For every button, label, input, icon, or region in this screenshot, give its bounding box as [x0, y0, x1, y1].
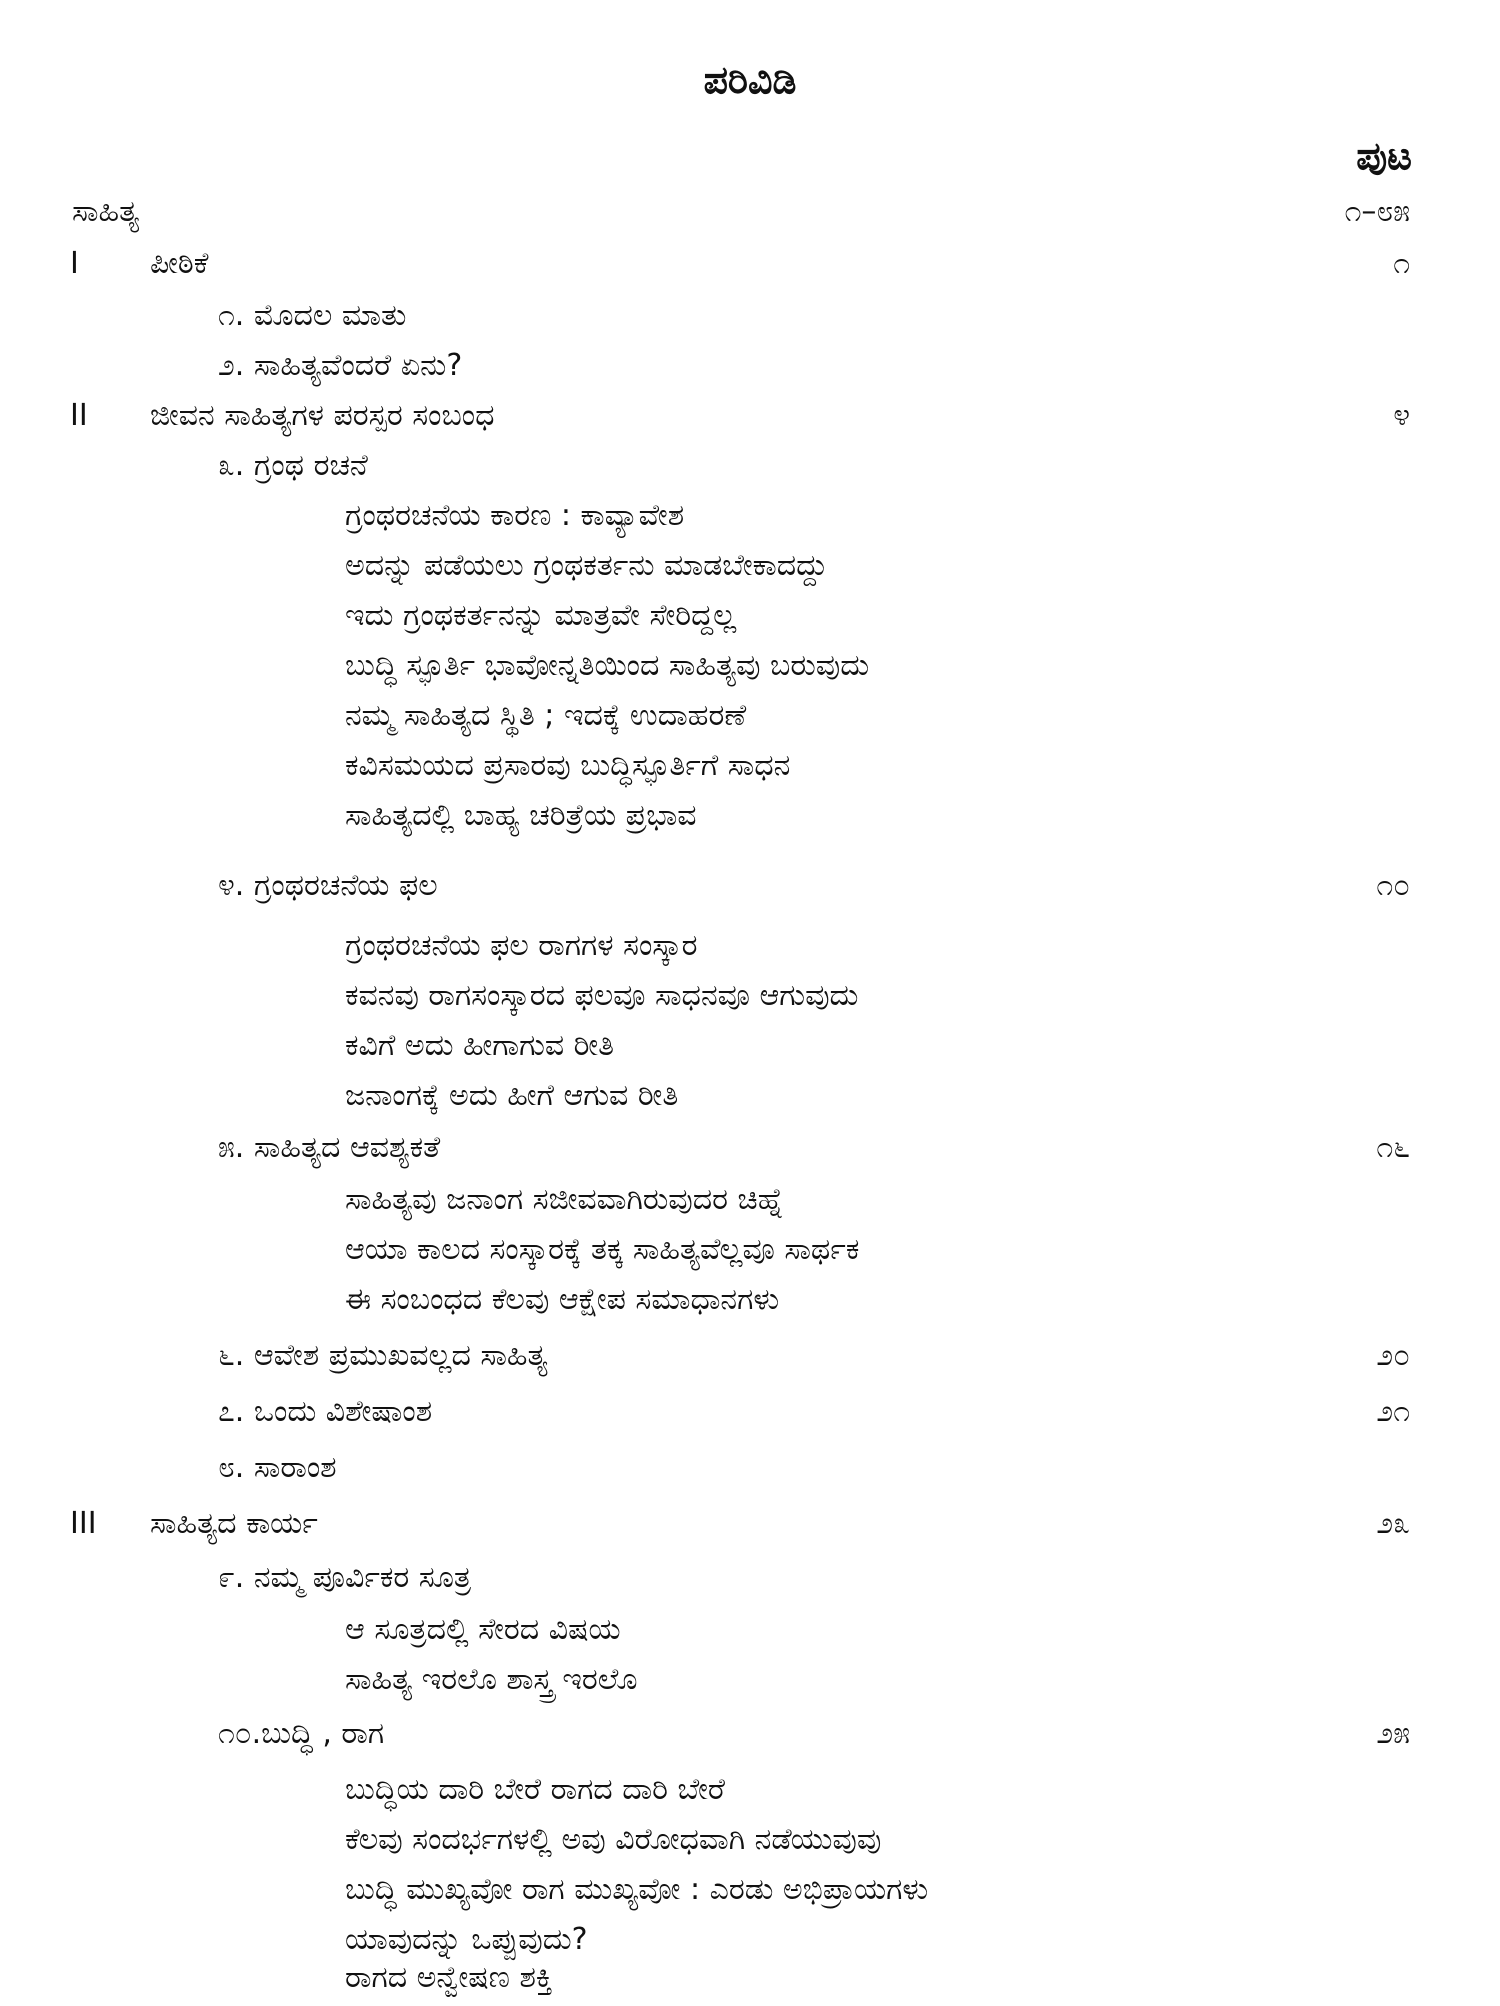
toc-chapter-label: ೩. ಗ್ರಂಥ ರಚನೆ [218, 448, 368, 483]
toc-subtopic-label: ಕವಿಗೆ ಅದು ಹೀಗಾಗುವ ರೀತಿ [345, 1028, 615, 1063]
toc-chapter [0, 444, 1500, 494]
toc-subtopic-label: ಕವಿಸಮಯದ ಪ್ರಸಾರವು ಬುದ್ಧಿಸ್ಫೂರ್ತಿಗೆ ಸಾಧನ [345, 748, 791, 783]
toc-subtopic [0, 1024, 1500, 1074]
toc-entry-page: ೧ [1393, 246, 1410, 281]
toc-chapter-label: ೫. ಸಾಹಿತ್ಯದ ಆವಶ್ಯಕತೆ [218, 1130, 441, 1165]
toc-chapter [0, 864, 1500, 914]
toc-chapter-label: ೪. ಗ್ರಂಥರಚನೆಯ ಫಲ [218, 868, 438, 903]
toc-entry-label: ಸಾಹಿತ್ಯ [72, 194, 140, 229]
toc-section-label: ಜೀವನ ಸಾಹಿತ್ಯಗಳ ಪರಸ್ಪರ ಸಂಬಂಧ [150, 398, 495, 433]
toc-chapter [0, 1390, 1500, 1440]
toc-subtopic [0, 494, 1500, 544]
toc-subtopic [0, 1178, 1500, 1228]
toc-entry-page: ೨೫ [1376, 1716, 1410, 1751]
toc-subtopic-label: ಬುದ್ಧಿಯ ದಾರಿ ಬೇರೆ ರಾಗದ ದಾರಿ ಬೇರೆ [345, 1772, 725, 1807]
toc-subtopic [0, 1658, 1500, 1708]
section-roman-numeral: I [70, 246, 79, 281]
toc-subtopic-label: ಸಾಹಿತ್ಯವು ಜನಾಂಗ ಸಜೀವವಾಗಿರುವುದರ ಚಿಹ್ನೆ [345, 1182, 784, 1217]
toc-subtopic-label: ಬುದ್ಧಿ ಮುಖ್ಯವೋ ರಾಗ ಮುಖ್ಯವೋ : ಎರಡು ಅಭಿಪ್ರಾಯಗಳು [345, 1872, 929, 1907]
toc-chapter-label: ೬. ಆವೇಶ ಪ್ರಮುಖವಲ್ಲದ ಸಾಹಿತ್ಯ [218, 1338, 548, 1373]
toc-section [0, 1502, 1500, 1552]
toc-subtopic-label: ಸಾಹಿತ್ಯ ಇರಲೊ ಶಾಸ್ತ್ರ ಇರಲೊ [345, 1662, 638, 1697]
toc-entry-page: ೧–೮೫ [1344, 194, 1410, 229]
toc-entry-page: ೨೧ [1376, 1394, 1410, 1429]
toc-subtopic [0, 544, 1500, 594]
page-title: ಪರಿವಿಡಿ [703, 58, 797, 102]
toc-entry-page: ೨೩ [1376, 1506, 1410, 1541]
toc-chapter-label: ೧. ಮೊದಲ ಮಾತು [218, 298, 407, 333]
toc-chapter-label: ೭. ಒಂದು ವಿಶೇಷಾಂಶ [218, 1394, 433, 1429]
toc-chapter-label: ೧೦.ಬುದ್ಧಿ , ರಾಗ [218, 1716, 385, 1751]
toc-chapter-label: ೯. ನಮ್ಮ ಪೂರ್ವಿಕರ ಸೂತ್ರ [218, 1560, 472, 1595]
toc-subtopic-label: ಅದನ್ನು ಪಡೆಯಲು ಗ್ರಂಥಕರ್ತನು ಮಾಡಬೇಕಾದದ್ದು [345, 548, 828, 583]
toc-subtopic-label: ಗ್ರಂಥರಚನೆಯ ಕಾರಣ : ಕಾವ್ಯಾವೇಶ [345, 498, 685, 533]
toc-subtopic-label: ಇದು ಗ್ರಂಥಕರ್ತನನ್ನು ಮಾತ್ರವೇ ಸೇರಿದ್ದಲ್ಲ [345, 598, 737, 633]
toc-section [0, 394, 1500, 444]
section-roman-numeral: III [70, 1506, 97, 1541]
toc-entry-page: ೪ [1393, 398, 1410, 433]
toc-subtopic-label: ಸಾಹಿತ್ಯದಲ್ಲಿ ಬಾಹ್ಯ ಚರಿತ್ರೆಯ ಪ್ರಭಾವ [345, 798, 697, 833]
toc-chapter-label: ೨. ಸಾಹಿತ್ಯವೆಂದರೆ ಏನು? [218, 348, 463, 383]
page-column-heading: ಪುಟ [1356, 134, 1412, 178]
toc-subtopic [0, 744, 1500, 794]
toc-subtopic-label: ಆ ಸೂತ್ರದಲ್ಲಿ ಸೇರದ ವಿಷಯ [345, 1612, 621, 1647]
toc-chapter [0, 1334, 1500, 1384]
toc-subtopic [0, 1278, 1500, 1328]
toc-entry-page: ೧೦ [1376, 868, 1410, 903]
toc-entry [0, 190, 1500, 240]
toc-subtopic [0, 1608, 1500, 1658]
toc-subtopic-label: ಬುದ್ಧಿ ಸ್ಫೂರ್ತಿ ಭಾವೋನ್ನತಿಯಿಂದ ಸಾಹಿತ್ಯವು ಬರುವುದು [345, 648, 870, 683]
toc-subtopic-label: ಆಯಾ ಕಾಲದ ಸಂಸ್ಕಾರಕ್ಕೆ ತಕ್ಕ ಸಾಹಿತ್ಯವೆಲ್ಲವೂ ಸಾರ್ಥಕ [345, 1232, 860, 1267]
toc-subtopic [0, 594, 1500, 644]
toc-subtopic-label: ಗ್ರಂಥರಚನೆಯ ಫಲ ರಾಗಗಳ ಸಂಸ್ಕಾರ [345, 928, 698, 963]
toc-chapter [0, 1556, 1500, 1606]
section-roman-numeral: II [70, 398, 88, 433]
toc-chapter [0, 344, 1500, 394]
toc-subtopic [0, 694, 1500, 744]
toc-subtopic [0, 974, 1500, 1024]
toc-subtopic-label: ರಾಗದ ಅನ್ವೇಷಣ ಶಕ್ತಿ [345, 1960, 553, 1995]
toc-subtopic [0, 794, 1500, 844]
toc-subtopic-label: ನಮ್ಮ ಸಾಹಿತ್ಯದ ಸ್ಥಿತಿ ; ಇದಕ್ಕೆ ಉದಾಹರಣೆ [345, 698, 747, 733]
toc-section-label: ಪೀಠಿಕೆ [150, 246, 209, 281]
toc-entry-page: ೧೬ [1376, 1130, 1410, 1165]
toc-subtopic [0, 1956, 1500, 2006]
toc-subtopic-label: ಕೆಲವು ಸಂದರ್ಭಗಳಲ್ಲಿ ಅವು ವಿರೋಧವಾಗಿ ನಡೆಯುವುವು [345, 1822, 882, 1857]
toc-subtopic [0, 1768, 1500, 1818]
toc-chapter [0, 1712, 1500, 1762]
toc-subtopic [0, 924, 1500, 974]
toc-subtopic [0, 1818, 1500, 1868]
toc-subtopic-label: ಈ ಸಂಬಂಧದ ಕೆಲವು ಆಕ್ಷೇಪ ಸಮಾಧಾನಗಳು [345, 1282, 780, 1317]
toc-chapter-label: ೮. ಸಾರಾಂಶ [218, 1450, 337, 1485]
toc-subtopic-label: ಕವನವು ರಾಗಸಂಸ್ಕಾರದ ಫಲವೂ ಸಾಧನವೂ ಆಗುವುದು [345, 978, 859, 1013]
toc-subtopic [0, 1228, 1500, 1278]
toc-chapter [0, 1446, 1500, 1496]
toc-subtopic [0, 644, 1500, 694]
toc-section-label: ಸಾಹಿತ್ಯದ ಕಾರ್ಯ [150, 1506, 318, 1541]
toc-subtopic [0, 1868, 1500, 1918]
toc-subtopic-label: ಜನಾಂಗಕ್ಕೆ ಅದು ಹೀಗೆ ಆಗುವ ರೀತಿ [345, 1078, 679, 1113]
toc-entry-page: ೨೦ [1376, 1338, 1410, 1373]
toc-chapter [0, 294, 1500, 344]
toc-subtopic-label: ಯಾವುದನ್ನು ಒಪ್ಪುವುದು? [345, 1922, 588, 1957]
toc-chapter [0, 1126, 1500, 1176]
toc-subtopic [0, 1074, 1500, 1124]
toc-section [0, 242, 1500, 292]
